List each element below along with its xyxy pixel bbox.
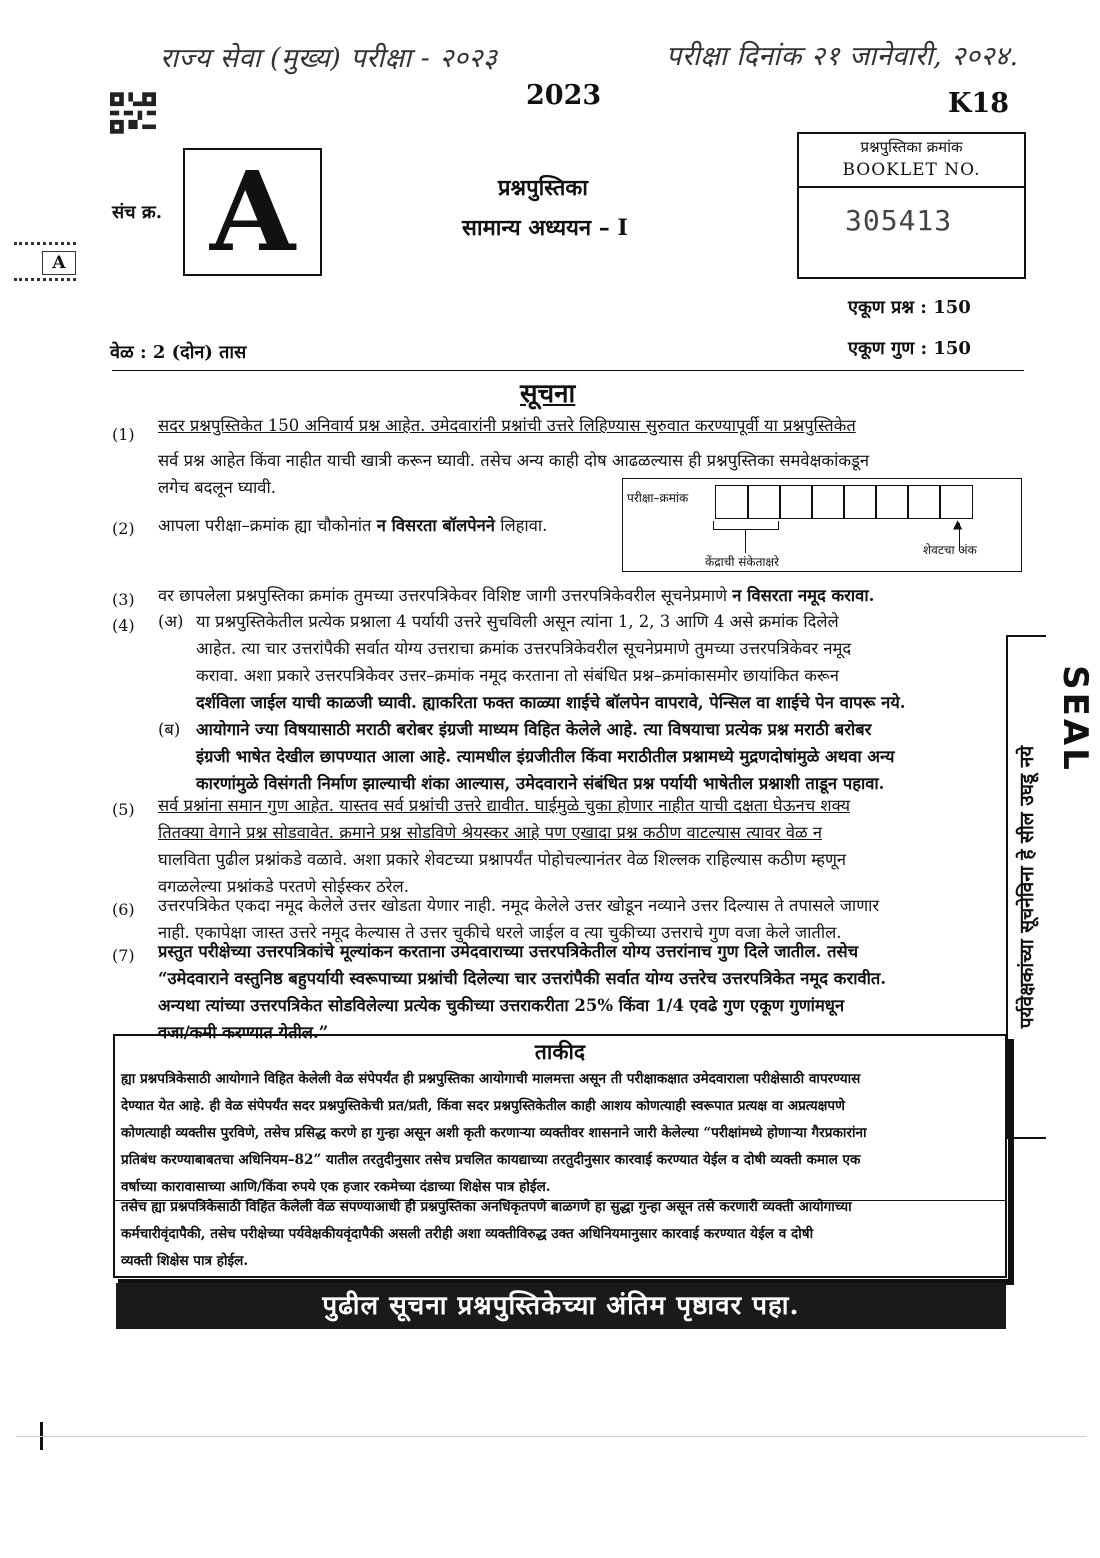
total-marks: एकूण गुण : 150 bbox=[848, 338, 971, 359]
instruction-number: (7) bbox=[112, 946, 135, 965]
warning-paragraph-1 bbox=[121, 1066, 1001, 1201]
warning-paragraph-2 bbox=[121, 1194, 1001, 1275]
side-set-tag bbox=[14, 242, 76, 280]
instruction-3 bbox=[158, 582, 1038, 609]
total-questions: एकूण प्रश्न : 150 bbox=[848, 297, 971, 318]
instruction-text: वर छापलेला प्रश्नपुस्तिका क्रमांक तुमच्या उत्तरपत्रिकेवर विशिष्ट जागी उत्तरपत्रिकेवरील सूचनेप्रमाणे bbox=[158, 586, 733, 605]
warning-line: कोणत्याही व्यक्तीस पुरविणे, तसेच प्रसिद्ध करणे हा गुन्हा असून अशी कृती करणाऱ्या व्यक्तीवर शासनाने जारी केलेल्या “परीक्षांमध्ये होणाऱ्या गैरप्रकारांना bbox=[121, 1125, 867, 1141]
warning-line: तसेच ह्या प्रश्नपत्रिकेसाठी विहित केलेली वेळ संपण्याआधी ही प्रश्नपुस्तिका अनधिकृतपणे बाळगणे हा सुद्धा गुन्हा असून तसे करणारी व्यक्ती आयोगाच्या bbox=[121, 1199, 852, 1215]
booklet-no-label-mr: प्रश्नपुस्तिका क्रमांक bbox=[860, 138, 963, 156]
instruction-line: दर्शविला जाईल याची काळजी घ्यावी. ह्याकरिता फक्त काळ्या शाईचे बॉलपेन वापरावे, पेन्सिल वा शाईचे पेन वापरू नये. bbox=[196, 693, 906, 712]
instruction-text: लिहावा. bbox=[494, 516, 548, 535]
instruction-line: वगळलेल्या प्रश्नांकडे परतणे सोईस्कर ठरेल. bbox=[158, 877, 409, 896]
booklet-title: प्रश्नपुस्तिका bbox=[498, 175, 588, 201]
scan-edge bbox=[16, 1436, 1086, 1437]
instruction-number: (6) bbox=[112, 900, 135, 919]
instruction-line: उत्तरपत्रिकेत एकदा नमूद केलेले उत्तर खोडता येणार नाही. नमूद केलेले उत्तर खोडून नव्याने उत्तर दिल्यास ते तपासले जाणार bbox=[158, 896, 880, 915]
warning-line: देण्यात येत आहे. ही वेळ संपेपर्यंत सदर प्रश्नपुस्तिकेची प्रत/प्रती, किंवा सदर प्रश्नपुस्तिकेतील काही आशय कोणत्याही स्वरूपात प्रत्यक्ष वा अप्रत्यक्षपणे bbox=[121, 1098, 845, 1114]
seal-text: SEAL bbox=[1055, 665, 1095, 773]
instruction-emphasis: न विसरता बॉलपेनने bbox=[376, 516, 495, 535]
set-label: संच क्र. bbox=[112, 202, 162, 223]
paper-year: 2023 bbox=[526, 80, 602, 111]
instruction-line: सर्व प्रश्नांना समान गुण आहेत. यास्तव सर्व प्रश्नांची उत्तरे द्यावीत. घाईमुळे चुका होणार नाहीत याची दक्षता घेऊनच शक्य bbox=[158, 796, 851, 815]
instruction-5 bbox=[158, 792, 1004, 900]
roll-number-label: परीक्षा–क्रमांक bbox=[627, 491, 689, 505]
set-letter: A bbox=[209, 147, 296, 276]
instruction-line: प्रस्तुत परीक्षेच्या उत्तरपत्रिकांचे मूल्यांकन करताना उमेदवाराच्या उत्तरपत्रिकेतील योग्य उत्तरांनाच गुण दिले जातील. तसेच bbox=[158, 942, 859, 961]
instruction-line: लगेच बदलून घ्यावी. bbox=[158, 478, 276, 497]
instruction-line: सर्व प्रश्न आहेत किंवा नाहीत याची खात्री करून घ्यावी. तसेच अन्य काही दोष आढळल्यास ही प्रश्नपुस्तिका समवेक्षकांकडून bbox=[158, 451, 869, 470]
instruction-number: (5) bbox=[112, 800, 135, 819]
center-code-label: केंद्राची संकेताक्षरे bbox=[705, 555, 780, 569]
roll-number-diagram: परीक्षा–क्रमांक ▲ केंद्राची संकेताक्षरे शेवटचा अंक bbox=[622, 478, 1022, 572]
instruction-7 bbox=[158, 938, 1004, 1046]
warning-line: वर्षाच्या कारावासाच्या आणि/किंवा रुपये एक हजार रकमेच्या दंडाच्या शिक्षेस पात्र होईल. bbox=[121, 1179, 551, 1195]
instruction-line: घालविता पुढील प्रश्नांकडे वळावे. अशा प्रकारे शेवटच्या प्रश्नापर्यंत पोहोचल्यानंतर वेळ शिल्लक राहिल्यास कठीण म्हणून bbox=[158, 850, 847, 869]
instruction-number: (3) bbox=[112, 590, 135, 609]
instruction-line: वजा/कमी करण्यात येतील.” bbox=[158, 1023, 329, 1042]
instruction-line: कारणांमुळे विसंगती निर्माण झाल्याची शंका आल्यास, उमेदवाराने संबंधित प्रश्न पर्यायी भाषेतील प्रश्नाशी ताडून पहावा. bbox=[196, 774, 885, 793]
handwritten-exam-date: परीक्षा दिनांक २१ जानेवारी, २०२४. bbox=[666, 41, 1019, 72]
seal-label bbox=[1056, 660, 1094, 780]
instruction-emphasis: न विसरता नमूद करावा. bbox=[732, 586, 875, 605]
instruction-line: सदर प्रश्नपुस्तिकेत 150 अनिवार्य प्रश्न आहेत. उमेदवारांनी प्रश्नांची उत्तरे लिहिण्यास सुरुवात करण्यापूर्वी या प्रश्नपुस्तिकेत bbox=[158, 416, 856, 435]
last-digit-label: शेवटचा अंक bbox=[923, 543, 977, 557]
instruction-2 bbox=[158, 512, 547, 539]
instruction-number: (1) bbox=[112, 425, 135, 444]
exam-duration: वेळ : 2 (दोन) तास bbox=[110, 342, 247, 363]
instruction-line: करावा. अशा प्रकारे उत्तरपत्रिकेवर उत्तर–क्रमांक नमूद करताना तो संबंधित प्रश्न–क्रमांकासमोर छायांकित करून bbox=[196, 666, 839, 685]
set-letter-box bbox=[183, 148, 322, 276]
booklet-number: 305413 bbox=[845, 204, 953, 237]
qr-code-icon bbox=[110, 92, 156, 134]
instruction-number: (2) bbox=[112, 519, 135, 538]
instruction-line: “उमेदवाराने वस्तुनिष्ठ बहुपर्यायी स्वरूपाच्या प्रश्नांची दिलेल्या चार उत्तरांपैकी सर्वात योग्य उत्तरेच उत्तरपत्रिकेत नमूद करावीत. bbox=[158, 969, 887, 988]
instruction-line: आहेत. त्या चार उत्तरांपैकी सर्वात योग्य उत्तराचा क्रमांक उत्तरपत्रिकेवरील सूचनेप्रमाणे तुमच्या उत्तरपत्रिकेवर नमूद bbox=[196, 639, 852, 658]
instruction-line: तितक्या वेगाने प्रश्न सोडवावेत. क्रमाने प्रश्न सोडविणे श्रेयस्कर आहे पण एखादा प्रश्न कठीण वाटल्यास त्यावर वेळ न bbox=[158, 823, 822, 842]
instruction-line: नाही. एकापेक्षा जास्त उत्तरे नमूद केल्यास ते उत्तर चुकीचे धरले जाईल व त्या चुकीच्या उत्तराचे गुण वजा केले जातील. bbox=[158, 923, 842, 942]
instruction-4b-label: (ब) bbox=[158, 720, 181, 739]
warning-line: व्यक्ती शिक्षेस पात्र होईल. bbox=[121, 1253, 249, 1269]
paper-code: K18 bbox=[948, 88, 1010, 119]
instruction-number: (4) bbox=[112, 616, 135, 635]
seal-warning-text: पर्यवेक्षकांच्या सूचनेविना हे सील उघडू नये bbox=[1016, 745, 1038, 1029]
footer-notice: पुढील सूचना प्रश्नपुस्तिकेच्या अंतिम पृष्ठावर पहा. bbox=[116, 1283, 1006, 1329]
booklet-no-label-en: BOOKLET NO. bbox=[842, 160, 981, 180]
instructions-heading: सूचना bbox=[520, 379, 576, 409]
handwritten-exam-name: राज्य सेवा (मुख्य) परीक्षा - २०२३ bbox=[160, 43, 498, 74]
instruction-4a bbox=[196, 608, 1002, 716]
instruction-line: आयोगाने ज्या विषयासाठी मराठी बरोबर इंग्रजी माध्यम विहित केलेले आहे. त्या विषयाचा प्रत्येक प्रश्न मराठी बरोबर bbox=[196, 720, 872, 739]
warning-line: कर्मचारीवृंदापैकी, तसेच परीक्षेच्या पर्यवेक्षकीयवृंदापैकी असली तरीही अशा व्यक्तीविरुद्ध उक्त अधिनियमानुसार कारवाई करण्यात येईल व दोषी bbox=[121, 1226, 814, 1242]
instruction-4a-label: (अ) bbox=[158, 612, 184, 631]
side-set-letter: A bbox=[42, 251, 76, 275]
instruction-line: या प्रश्नपुस्तिकेतील प्रत्येक प्रश्नाला 4 पर्यायी उत्तरे सुचविली असून त्यांना 1, 2, 3 आणि 4 असे क्रमांक दिलेले bbox=[196, 612, 839, 631]
instruction-line: अन्यथा त्यांच्या उत्तरपत्रिकेत सोडविलेल्या प्रत्येक चुकीच्या उत्तराकरीता 25% किंवा 1/4 एवढे गुण एकूण गुणांमधून bbox=[158, 996, 845, 1015]
instruction-4b bbox=[196, 716, 1002, 797]
booklet-number-box bbox=[797, 132, 1026, 279]
header-divider bbox=[112, 370, 1024, 371]
instruction-line: इंग्रजी भाषेत देखील छापण्यात आला आहे. त्यामधील इंग्रजीतील किंवा मराठीतील प्रश्नामध्ये मुद्रणदोषांमुळे अथवा अन्य bbox=[196, 747, 895, 766]
instruction-text: आपला परीक्षा–क्रमांक ह्या चौकोनांत bbox=[158, 516, 377, 535]
warning-line: ह्या प्रश्नपत्रिकेसाठी आयोगाने विहित केलेली वेळ संपेपर्यंत ही प्रश्नपुस्तिका आयोगाची मालमत्ता असून ती परीक्षाकक्षात उमेदवाराला परीक्षेसाठी वापरण्यास bbox=[121, 1071, 861, 1087]
warning-heading: ताकीद bbox=[534, 1039, 586, 1064]
warning-box bbox=[113, 1034, 1007, 1278]
warning-line: प्रतिबंध करण्याबाबतचा अधिनियम–82” यातील तरतुदीनुसार तसेच प्रचलित कायद्याच्या तरतुदीनुसार कारवाई करण्यात येईल व दोषी व्यक्ती कमाल एक bbox=[121, 1152, 861, 1168]
subject-title: सामान्य अध्ययन – I bbox=[462, 215, 628, 241]
